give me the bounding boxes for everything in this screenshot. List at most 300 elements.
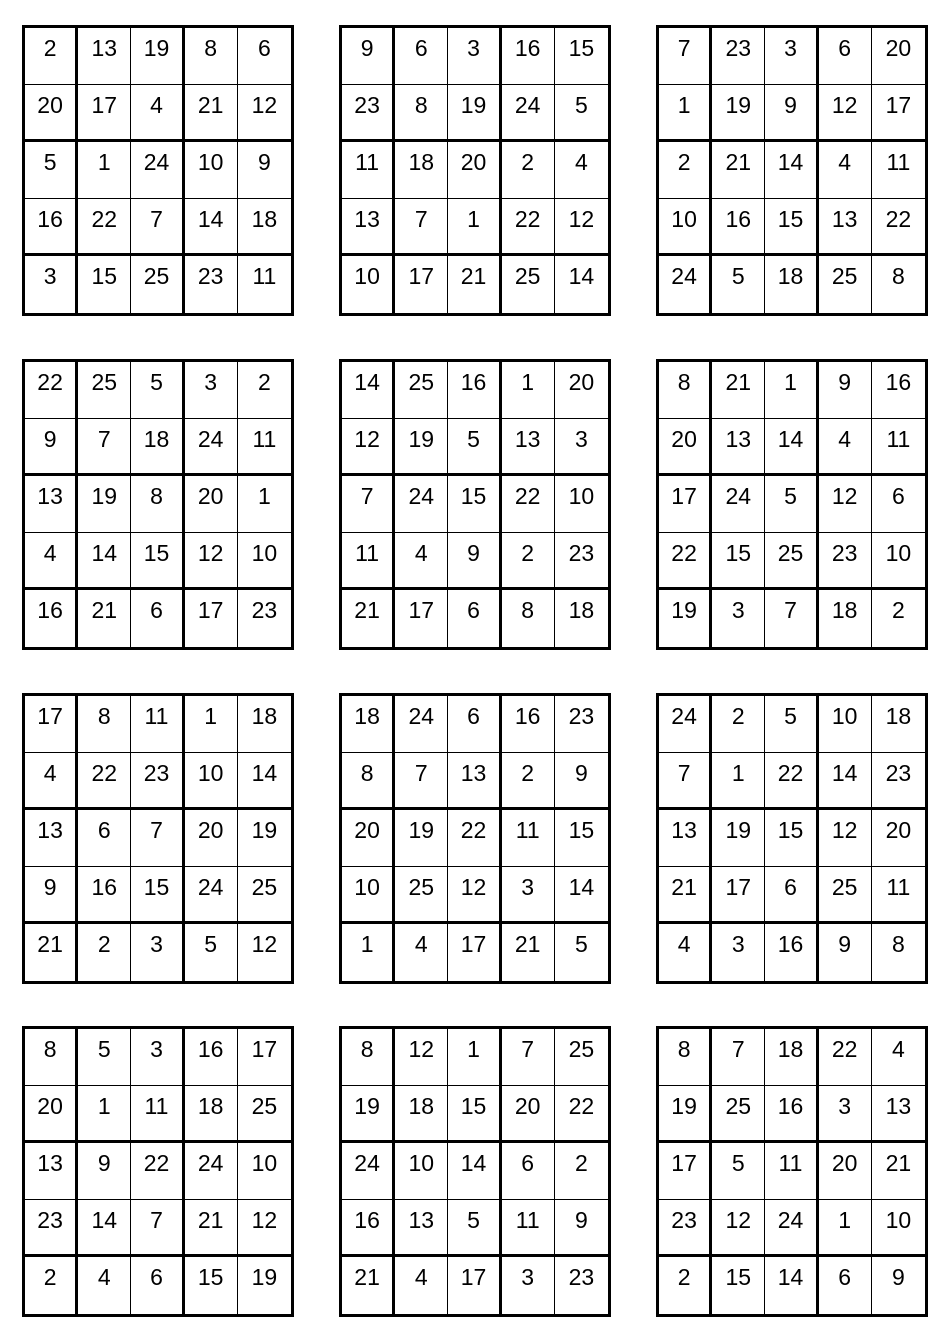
grid-cell: 10 [185, 753, 238, 810]
grid-cell: 17 [712, 867, 765, 924]
grid-cell: 13 [342, 199, 395, 256]
grid-cell: 20 [448, 142, 501, 199]
grid-cell: 5 [25, 142, 78, 199]
grid-cell: 12 [712, 1200, 765, 1257]
puzzle-grid [22, 693, 294, 984]
grid-cell: 18 [395, 142, 448, 199]
grid-cell: 20 [502, 1086, 555, 1143]
grid-cell: 5 [131, 362, 184, 419]
grid-cell: 25 [78, 362, 131, 419]
grid-cell: 15 [185, 1257, 238, 1314]
grid-cell: 14 [765, 1257, 818, 1314]
puzzle-grid [22, 1026, 294, 1317]
grid-cell: 15 [131, 533, 184, 590]
grid-cell: 21 [872, 1143, 925, 1200]
grid-cell: 18 [395, 1086, 448, 1143]
grid-cell: 10 [395, 1143, 448, 1200]
grid-cell: 14 [819, 753, 872, 810]
grid-cell: 25 [712, 1086, 765, 1143]
grid-cell: 4 [25, 533, 78, 590]
grid-cell: 18 [238, 696, 291, 753]
grid-cell: 4 [395, 924, 448, 981]
grid-cell: 25 [131, 256, 184, 313]
grid-cell: 15 [712, 533, 765, 590]
grid-cell: 22 [502, 199, 555, 256]
grid-cell: 4 [78, 1257, 131, 1314]
grid-cell: 23 [712, 28, 765, 85]
grid-cell: 11 [131, 696, 184, 753]
grid-cell: 5 [555, 85, 608, 142]
grid-cell: 2 [712, 696, 765, 753]
grid-cell: 12 [448, 867, 501, 924]
grid-cell: 9 [555, 753, 608, 810]
grid-cell: 19 [395, 810, 448, 867]
grid-cell: 6 [819, 28, 872, 85]
grid-cell: 5 [448, 419, 501, 476]
grid-cell: 25 [555, 1029, 608, 1086]
grid-cell: 19 [251, 1264, 278, 1290]
grid-cell: 11 [872, 142, 925, 199]
grid-cell: 19 [342, 1086, 395, 1143]
grid-cell: 4 [659, 924, 712, 981]
grid-cell: 9 [765, 85, 818, 142]
grid-cell: 10 [342, 867, 395, 924]
grid-cell: 8 [131, 476, 184, 533]
grid-cell: 23 [819, 533, 872, 590]
grid-cell: 13 [872, 1086, 925, 1143]
grid-cell: 24 [395, 696, 448, 753]
grid-cell: 3 [25, 256, 78, 313]
grid-cell: 3 [131, 1029, 184, 1086]
grid-cell: 16 [25, 590, 78, 647]
grid-cell: 23 [185, 256, 238, 313]
grid-cell: 24 [131, 142, 184, 199]
grid-cell: 7 [659, 753, 712, 810]
grid-cell: 21 [25, 924, 78, 981]
grid-cell: 3 [185, 362, 238, 419]
grid-cell: 3 [555, 419, 608, 476]
grid-cell: 6 [78, 810, 131, 867]
grid-cell: 13 [78, 28, 131, 85]
grid-cell: 16 [185, 1029, 238, 1086]
grid-cell: 20 [872, 28, 925, 85]
grid-cell: 5 [575, 931, 588, 957]
grid-cell: 2 [502, 142, 555, 199]
grid-cell: 12 [342, 419, 395, 476]
grid-cell: 10 [819, 696, 872, 753]
grid-cell: 16 [25, 199, 78, 256]
grid-cell: 7 [78, 419, 131, 476]
grid-cell: 9 [555, 1200, 608, 1257]
grid-cell: 17 [448, 924, 501, 981]
grid-cell: 10 [555, 476, 608, 533]
grid-cell: 6 [502, 1143, 555, 1200]
grid-cell: 20 [25, 85, 78, 142]
grid-cell: 8 [395, 85, 448, 142]
puzzle-grid [656, 1026, 928, 1317]
grid-cell: 13 [819, 199, 872, 256]
grid-cell: 3 [448, 28, 501, 85]
grid-cell: 15 [765, 199, 818, 256]
grid-cell: 10 [238, 533, 291, 590]
puzzle-grid [22, 25, 294, 316]
grid-cell: 2 [78, 924, 131, 981]
puzzle-grid [656, 25, 928, 316]
grid-cell: 1 [78, 1086, 131, 1143]
grid-cell: 23 [659, 1200, 712, 1257]
grid-cell: 6 [131, 590, 184, 647]
grid-cell: 6 [448, 590, 501, 647]
grid-cell: 14 [568, 263, 595, 289]
grid-cell: 16 [342, 1200, 395, 1257]
grid-cell: 25 [238, 1086, 291, 1143]
grid-cell: 12 [819, 85, 872, 142]
grid-cell: 23 [872, 753, 925, 810]
grid-cell: 25 [819, 256, 872, 313]
grid-cell: 19 [659, 1086, 712, 1143]
grid-cell: 24 [765, 1200, 818, 1257]
grid-cell: 13 [25, 476, 78, 533]
grid-cell: 7 [659, 28, 712, 85]
grid-cell: 13 [395, 1200, 448, 1257]
grid-cell: 14 [238, 753, 291, 810]
grid-cell: 17 [395, 256, 448, 313]
grid-cell: 1 [342, 924, 395, 981]
grid-cell: 25 [819, 867, 872, 924]
grid-cell: 7 [131, 1200, 184, 1257]
grid-cell: 5 [185, 924, 238, 981]
grid-cell: 7 [395, 199, 448, 256]
grid-cell: 12 [555, 199, 608, 256]
grid-cell: 14 [342, 362, 395, 419]
grid-cell: 7 [342, 476, 395, 533]
grid-cell: 14 [78, 533, 131, 590]
grid-cell: 18 [765, 256, 818, 313]
grid-cell: 11 [252, 263, 277, 289]
grid-cell: 19 [238, 810, 291, 867]
grid-cell: 1 [659, 85, 712, 142]
grid-cell: 10 [872, 1200, 925, 1257]
grid-cell: 11 [872, 867, 925, 924]
grid-cell: 3 [131, 924, 184, 981]
grid-cell: 15 [448, 476, 501, 533]
grid-cell: 4 [395, 533, 448, 590]
grid-cell: 4 [555, 142, 608, 199]
grid-cell: 3 [819, 1086, 872, 1143]
grid-cell: 22 [25, 362, 78, 419]
grid-cell: 23 [25, 1200, 78, 1257]
grid-cell: 23 [342, 85, 395, 142]
grid-cell: 24 [185, 419, 238, 476]
grid-cell: 21 [342, 590, 395, 647]
grid-cell: 17 [659, 476, 712, 533]
grid-cell: 18 [131, 419, 184, 476]
grid-cell: 5 [765, 476, 818, 533]
grid-cell: 3 [502, 1257, 555, 1314]
grid-cell: 17 [448, 1257, 501, 1314]
grid-cell: 20 [872, 810, 925, 867]
grid-cell: 6 [819, 1257, 872, 1314]
grid-cell: 25 [502, 256, 555, 313]
grid-cell: 11 [238, 419, 291, 476]
grid-cell: 4 [819, 142, 872, 199]
grid-cell: 21 [659, 867, 712, 924]
grid-cell: 7 [131, 810, 184, 867]
grid-cell: 23 [555, 696, 608, 753]
grid-cell: 20 [185, 476, 238, 533]
grid-cell: 22 [555, 1086, 608, 1143]
grid-cell: 7 [395, 753, 448, 810]
grid-cell: 24 [712, 476, 765, 533]
grid-cell: 22 [819, 1029, 872, 1086]
grid-cell: 2 [25, 28, 78, 85]
puzzle-grid [22, 359, 294, 650]
grid-cell: 12 [238, 1200, 291, 1257]
grid-cell: 12 [238, 85, 291, 142]
grid-cell: 23 [131, 753, 184, 810]
grid-cell: 12 [251, 931, 278, 957]
grid-cell: 17 [25, 696, 78, 753]
grid-cell: 1 [502, 362, 555, 419]
grid-cell: 19 [131, 28, 184, 85]
grid-cell: 11 [502, 810, 555, 867]
grid-cell: 17 [872, 85, 925, 142]
puzzle-grid [339, 25, 611, 316]
grid-cell: 5 [712, 256, 765, 313]
grid-cell: 5 [448, 1200, 501, 1257]
grid-cell: 9 [238, 142, 291, 199]
grid-cell: 14 [765, 419, 818, 476]
grid-cell: 21 [342, 1257, 395, 1314]
grid-cell: 21 [185, 1200, 238, 1257]
grid-cell: 22 [502, 476, 555, 533]
grid-cell: 6 [395, 28, 448, 85]
grid-cell: 1 [185, 696, 238, 753]
grid-cell: 21 [712, 362, 765, 419]
grid-cell: 4 [395, 1257, 448, 1314]
grid-cell: 11 [872, 419, 925, 476]
grid-cell: 19 [78, 476, 131, 533]
grid-cell: 19 [448, 85, 501, 142]
grid-cell: 14 [765, 142, 818, 199]
grid-cell: 11 [342, 142, 395, 199]
grid-cell: 24 [185, 1143, 238, 1200]
grid-cell: 8 [892, 263, 905, 289]
grid-cell: 25 [395, 362, 448, 419]
grid-cell: 17 [185, 590, 238, 647]
grid-cell: 6 [448, 696, 501, 753]
grid-cell: 21 [448, 256, 501, 313]
grid-cell: 9 [448, 533, 501, 590]
grid-cell: 14 [448, 1143, 501, 1200]
grid-cell: 17 [659, 1143, 712, 1200]
grid-cell: 21 [502, 924, 555, 981]
grid-cell: 8 [892, 931, 905, 957]
grid-cell: 15 [555, 810, 608, 867]
grid-cell: 18 [238, 199, 291, 256]
grid-cell: 17 [238, 1029, 291, 1086]
grid-cell: 18 [185, 1086, 238, 1143]
grid-cell: 18 [342, 696, 395, 753]
grid-cell: 2 [238, 362, 291, 419]
grid-cell: 13 [25, 1143, 78, 1200]
grid-cell: 10 [872, 533, 925, 590]
grid-cell: 25 [765, 533, 818, 590]
grid-cell: 16 [502, 696, 555, 753]
grid-cell: 8 [78, 696, 131, 753]
grid-cell: 3 [712, 590, 765, 647]
grid-cell: 1 [78, 142, 131, 199]
grid-cell: 15 [78, 256, 131, 313]
grid-cell: 10 [185, 142, 238, 199]
grid-cell: 9 [892, 1264, 905, 1290]
grid-cell: 2 [25, 1257, 78, 1314]
grid-cell: 16 [448, 362, 501, 419]
grid-cell: 20 [819, 1143, 872, 1200]
grid-cell: 6 [872, 476, 925, 533]
grid-cell: 1 [765, 362, 818, 419]
grid-cell: 7 [131, 199, 184, 256]
grid-cell: 21 [185, 85, 238, 142]
grid-cell: 24 [342, 1143, 395, 1200]
grid-cell: 22 [872, 199, 925, 256]
puzzle-grid [339, 1026, 611, 1317]
grid-cell: 7 [765, 590, 818, 647]
grid-cell: 19 [712, 85, 765, 142]
puzzle-grid [656, 693, 928, 984]
grid-cell: 13 [25, 810, 78, 867]
grid-cell: 11 [342, 533, 395, 590]
grid-cell: 7 [712, 1029, 765, 1086]
grid-cell: 9 [819, 362, 872, 419]
grid-cell: 21 [78, 590, 131, 647]
grid-cell: 13 [502, 419, 555, 476]
grid-cell: 8 [659, 1029, 712, 1086]
grid-cell: 22 [448, 810, 501, 867]
grid-cell: 2 [892, 597, 905, 623]
grid-cell: 23 [251, 597, 278, 623]
grid-cell: 5 [78, 1029, 131, 1086]
grid-cell: 8 [342, 1029, 395, 1086]
grid-cell: 12 [395, 1029, 448, 1086]
grid-cell: 4 [872, 1029, 925, 1086]
puzzle-grid [339, 693, 611, 984]
grid-cell: 22 [131, 1143, 184, 1200]
grid-cell: 9 [25, 419, 78, 476]
grid-cell: 14 [78, 1200, 131, 1257]
grid-cell: 8 [342, 753, 395, 810]
grid-cell: 5 [765, 696, 818, 753]
grid-cell: 16 [765, 924, 818, 981]
grid-cell: 16 [872, 362, 925, 419]
grid-cell: 20 [659, 419, 712, 476]
grid-cell: 22 [765, 753, 818, 810]
grid-cell: 15 [448, 1086, 501, 1143]
grid-cell: 16 [765, 1086, 818, 1143]
grid-cell: 11 [765, 1143, 818, 1200]
grid-cell: 2 [502, 533, 555, 590]
grid-cell: 4 [819, 419, 872, 476]
grid-cell: 22 [78, 199, 131, 256]
grid-cell: 10 [238, 1143, 291, 1200]
grid-cell: 20 [185, 810, 238, 867]
grid-cell: 15 [712, 1257, 765, 1314]
grid-cell: 3 [712, 924, 765, 981]
grid-cell: 8 [185, 28, 238, 85]
grid-cell: 11 [131, 1086, 184, 1143]
grid-cell: 4 [25, 753, 78, 810]
grid-cell: 6 [765, 867, 818, 924]
grid-cell: 20 [555, 362, 608, 419]
grid-cell: 13 [659, 810, 712, 867]
grid-cell: 2 [659, 1257, 712, 1314]
grid-cell: 24 [185, 867, 238, 924]
grid-cell: 10 [342, 256, 395, 313]
grid-cell: 10 [659, 199, 712, 256]
grid-cell: 24 [659, 696, 712, 753]
grid-cell: 14 [555, 867, 608, 924]
grid-cell: 5 [712, 1143, 765, 1200]
grid-cell: 3 [765, 28, 818, 85]
grid-cell: 15 [765, 810, 818, 867]
grid-cell: 9 [819, 924, 872, 981]
grid-cell: 6 [131, 1257, 184, 1314]
grid-cell: 1 [712, 753, 765, 810]
grid-cell: 23 [555, 533, 608, 590]
grid-cell: 15 [555, 28, 608, 85]
grid-cell: 8 [659, 362, 712, 419]
grid-cell: 19 [659, 590, 712, 647]
grid-cell: 1 [238, 476, 291, 533]
grid-cell: 17 [78, 85, 131, 142]
grid-cell: 13 [448, 753, 501, 810]
grid-cell: 11 [502, 1200, 555, 1257]
grid-cell: 2 [555, 1143, 608, 1200]
grid-cell: 16 [78, 867, 131, 924]
grid-cell: 18 [819, 590, 872, 647]
grid-cell: 3 [502, 867, 555, 924]
grid-cell: 24 [659, 256, 712, 313]
grid-cell: 20 [342, 810, 395, 867]
grid-cell: 8 [25, 1029, 78, 1086]
grid-cell: 18 [872, 696, 925, 753]
grid-cell: 7 [502, 1029, 555, 1086]
grid-cell: 1 [448, 1029, 501, 1086]
grid-cell: 18 [765, 1029, 818, 1086]
grid-cell: 4 [131, 85, 184, 142]
grid-cell: 12 [819, 476, 872, 533]
grid-cell: 2 [502, 753, 555, 810]
grid-cell: 19 [712, 810, 765, 867]
grid-cell: 16 [502, 28, 555, 85]
grid-cell: 8 [502, 590, 555, 647]
puzzle-grid [656, 359, 928, 650]
grid-cell: 1 [448, 199, 501, 256]
grid-cell: 22 [659, 533, 712, 590]
grid-cell: 2 [659, 142, 712, 199]
grid-cell: 24 [395, 476, 448, 533]
grid-cell: 23 [568, 1264, 595, 1290]
grid-cell: 1 [819, 1200, 872, 1257]
puzzle-grid [339, 359, 611, 650]
grid-cell: 9 [342, 28, 395, 85]
grid-cell: 18 [568, 597, 595, 623]
grid-cell: 14 [185, 199, 238, 256]
grid-cell: 13 [712, 419, 765, 476]
grid-cell: 12 [185, 533, 238, 590]
grid-cell: 25 [395, 867, 448, 924]
grid-cell: 9 [25, 867, 78, 924]
